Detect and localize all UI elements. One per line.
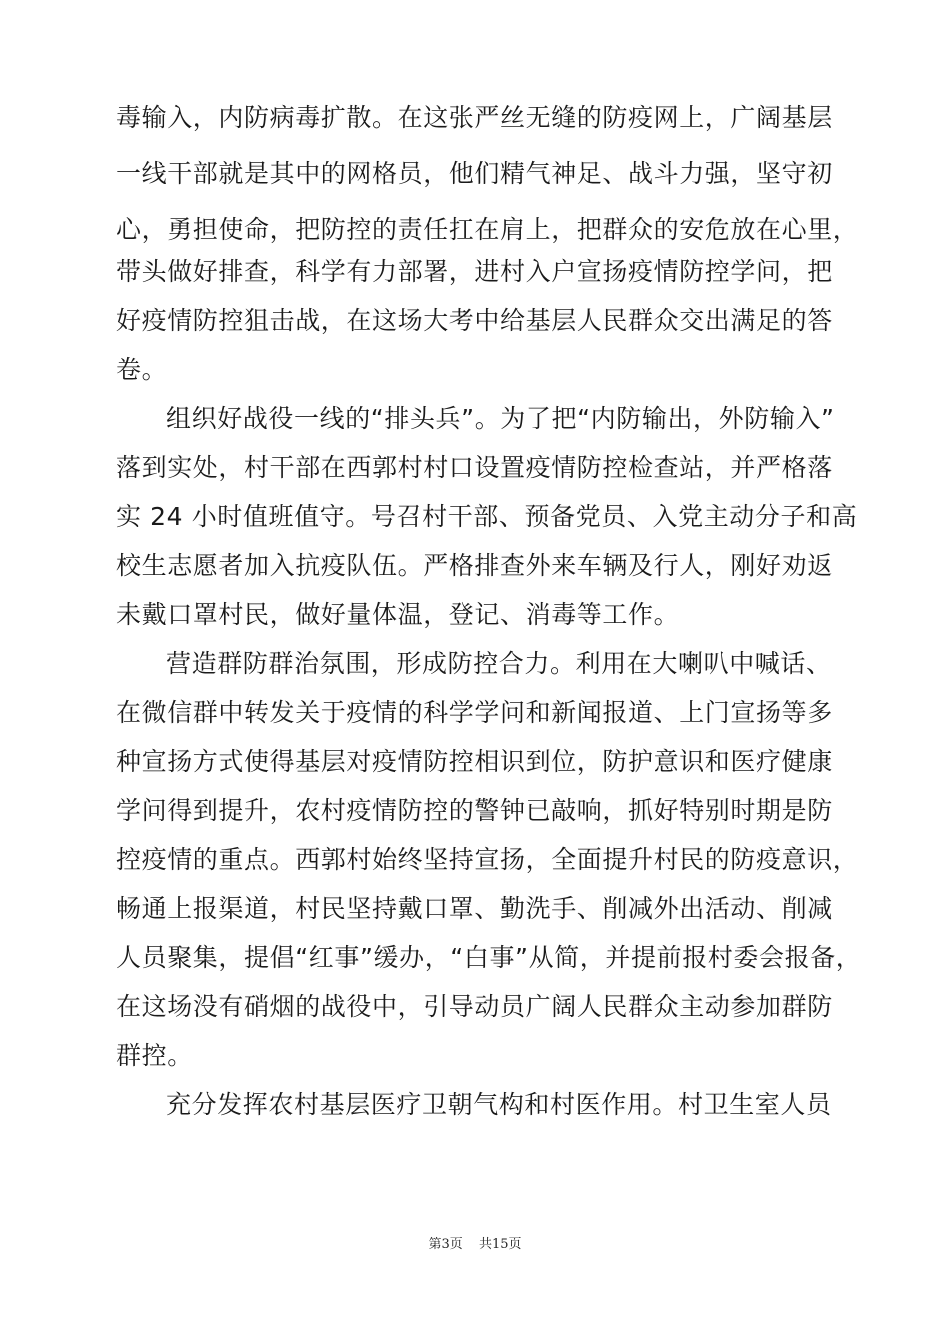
text-line: 好疫情防控狙击战，在这场大考中给基层人民群众交出满足的答 xyxy=(116,306,833,335)
text-line: 畅通上报渠道，村民坚持戴口罩、勤洗手、削减外出活动、削减 xyxy=(116,894,833,923)
text-line: 群控。 xyxy=(116,1041,193,1070)
text-line: 在这场没有硝烟的战役中，引导动员广阔人民群众主动参加群防 xyxy=(116,992,833,1021)
text-line: 实 24 小时值班值守。号召村干部、预备党员、入党主动分子和高 xyxy=(116,502,858,531)
text-line: 带头做好排查，科学有力部署，进村入户宣扬疫情防控学问，把 xyxy=(116,257,833,286)
page-footer xyxy=(0,1233,950,1252)
page-total: 共15页 xyxy=(478,1237,522,1252)
text-line: 在微信群中转发关于疫情的科学学问和新闻报道、上门宣扬等多 xyxy=(116,698,833,727)
paragraph-first-line: 营造群防群治氛围，形成防控合力。利用在大喇叭中喊话、 xyxy=(166,649,832,678)
paragraph-first-line: 充分发挥农村基层医疗卫朝气构和村医作用。村卫生室人员 xyxy=(166,1090,832,1119)
text-line: 校生志愿者加入抗疫队伍。严格排查外来车辆及行人，刚好劝返 xyxy=(116,551,833,580)
text-line: 一线干部就是其中的网格员，他们精气神足、战斗力强，坚守初 xyxy=(116,159,833,188)
text-line: 控疫情的重点。西郭村始终坚持宣扬，全面提升村民的防疫意识， xyxy=(116,845,859,874)
text-line: 种宣扬方式使得基层对疫情防控相识到位，防护意识和医疗健康 xyxy=(116,747,833,776)
text-line: 学问得到提升，农村疫情防控的警钟已敲响，抓好特别时期是防 xyxy=(116,796,833,825)
text-line: 未戴口罩村民，做好量体温，登记、消毒等工作。 xyxy=(116,600,680,629)
text-line: 心，勇担使命，把防控的责任扛在肩上，把群众的安危放在心里， xyxy=(116,215,859,244)
text-line: 卷。 xyxy=(116,355,168,384)
page-number: 第3页 xyxy=(428,1237,463,1252)
text-line: 落到实处，村干部在西郭村村口设置疫情防控检查站，并严格落 xyxy=(116,453,833,482)
paragraph-first-line: 组织好战役一线的“排头兵”。为了把“内防输出，外防输入” xyxy=(166,404,835,433)
text-line: 毒输入，内防病毒扩散。在这张严丝无缝的防疫网上，广阔基层 xyxy=(116,103,833,132)
text-line: 人员聚集，提倡“红事”缓办，“白事”从简，并提前报村委会报备， xyxy=(116,943,862,972)
